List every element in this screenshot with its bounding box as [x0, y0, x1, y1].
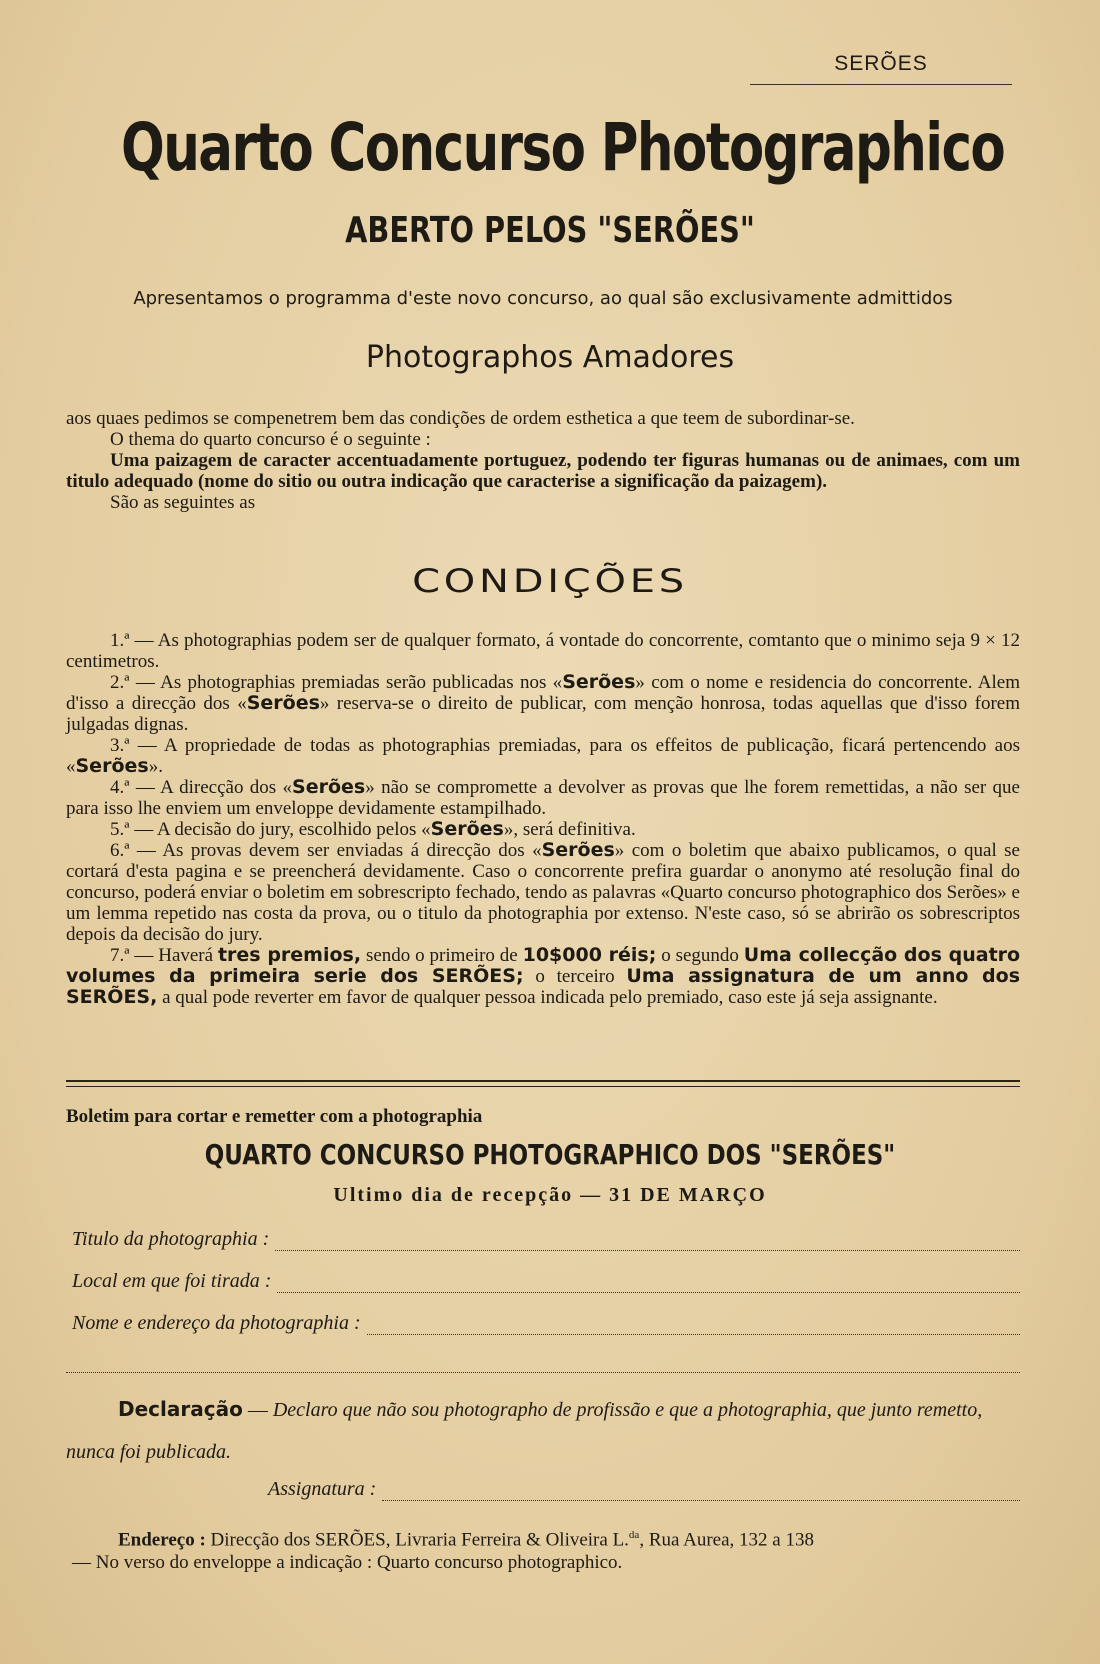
paragraph-conditions-aesthetic: aos quaes pedimos se compenetrem bem das condições de ordem esthetica a que teem de subordinar-se.: [66, 408, 855, 429]
conditions-heading: CONDIÇÕES: [412, 562, 688, 600]
condition-5: 5.ª — A decisão do jury, escolhido pelos «Serões», será definitiva.: [110, 818, 636, 840]
name-address-field[interactable]: [72, 1312, 1020, 1335]
address-footer: [66, 1524, 1020, 1574]
address-line-2: — No verso do enveloppe a indicação : Quarto concurso photographico.: [72, 1552, 623, 1574]
title-field-label: Titulo da photographia :: [72, 1228, 270, 1250]
declaration-text: Declaro que não sou photographo de profissão e que a photographia, que junto remetto, nunca foi publicada.: [66, 1399, 983, 1463]
condition-3: 3.ª — A propriedade de todas as photographias premiadas, para os effeitos de publicação, ficará pertencendo aos «Serões».: [66, 735, 1020, 777]
form-title: QUARTO CONCURSO PHOTOGRAPHICO DOS "SERÕES": [204, 1138, 896, 1171]
page-subtitle: ABERTO PELOS "SERÕES": [345, 210, 755, 251]
title-field-line[interactable]: [275, 1236, 1020, 1251]
cut-line-divider: [66, 1080, 1020, 1087]
name-address-field-label: Nome e endereço da photographia :: [72, 1312, 361, 1334]
location-field-line[interactable]: [277, 1278, 1020, 1293]
condition-6: 6.ª — As provas devem ser enviadas á direcção dos «Serões» com o boletim que abaixo publicamos, o qual se cortará d'esta pagina e se preencherá devidamente. Caso o concorrente prefira guardar o anonymo até resolução final do concurso, poderá enviar o boletim em sobrescripto fechado, tendo as palavras «Quarto concurso photographico dos Serões» e um lemma repetido nas costa da prova, ou o titulo da photographia por extenso. N'este caso, só se abrirão os sobrescriptos depois da decisão do jury.: [66, 839, 1020, 945]
address-line-1: Endereço : Direcção dos SERÕES, Livraria Ferreira & Oliveira L.$^{da}$, Rua Aurea, 132 a 138: [118, 1529, 814, 1551]
signature-field[interactable]: [268, 1478, 1020, 1501]
condition-1: 1.ª — As photographias podem ser de qualquer formato, á vontade do concorrente, comtanto que o minimo seja 9 × 12 centimetros.: [66, 630, 1020, 672]
location-field-label: Local em que foi tirada :: [72, 1270, 272, 1292]
condition-4: 4.ª — A direcção dos «Serões» não se compromette a devolver as provas que lhe forem remettidas, a não ser que para isso lhe enviem um enveloppe devidamente estampilhado.: [66, 776, 1020, 819]
condition-7: 7.ª — Haverá tres premios, sendo o primeiro de 10$000 réis; o segundo Uma collecção dos quatro volumes da primeira serie dos SERÕES; o terceiro Uma assignatura de um anno dos SERÕES, a qual pode reverter em favor de qualquer pessoa indicada pelo premiado, caso este já seja assignante.: [66, 944, 1021, 1008]
dotted-divider: [66, 1372, 1020, 1373]
location-field[interactable]: [72, 1270, 1020, 1293]
name-address-field-line[interactable]: [367, 1320, 1020, 1335]
paragraph-following: São as seguintes as: [110, 492, 256, 513]
page-title: Quarto Concurso Photographico: [121, 109, 1005, 186]
intro-text: Apresentamos o programma d'este novo concurso, ao qual são exclusivamente admittidos: [133, 288, 953, 309]
form-instruction: Boletim para cortar e remetter com a photographia: [66, 1106, 483, 1127]
conditions-list: [66, 630, 1020, 1008]
amadores-heading: Photographos Amadores: [365, 340, 735, 375]
signature-label: Assignatura :: [268, 1478, 377, 1500]
paragraph-theme-description: Uma paizagem de caracter accentuadamente portuguez, podendo ter figuras humanas ou de animaes, com um titulo adequado (nome do sitio ou outra indicação que caracterise a significação da paizagem).: [66, 450, 1020, 492]
form-deadline: Ultimo dia de recepção — 31 DE MARÇO: [333, 1184, 767, 1206]
condition-2: 2.ª — As photographias premiadas serão publicadas nos «Serões» com o nome e residencia do concorrente. Alem d'isso a direcção dos «Serões» reserva-se o direito de publicar, com menção honrosa, todas aquellas que d'isso forem julgadas dignas.: [66, 671, 1021, 735]
declaration: Declaração — Declaro que não sou photographo de profissão e que a photographia, que junto remetto, nunca foi publicada.: [66, 1397, 983, 1463]
running-head: SERÕES: [750, 52, 1012, 85]
signature-line[interactable]: [382, 1486, 1020, 1501]
title-field[interactable]: [72, 1228, 1020, 1251]
intro-paragraphs: [66, 408, 1020, 513]
paragraph-theme: O thema do quarto concurso é o seguinte :: [110, 429, 431, 450]
declaration-label: Declaração: [118, 1397, 243, 1421]
